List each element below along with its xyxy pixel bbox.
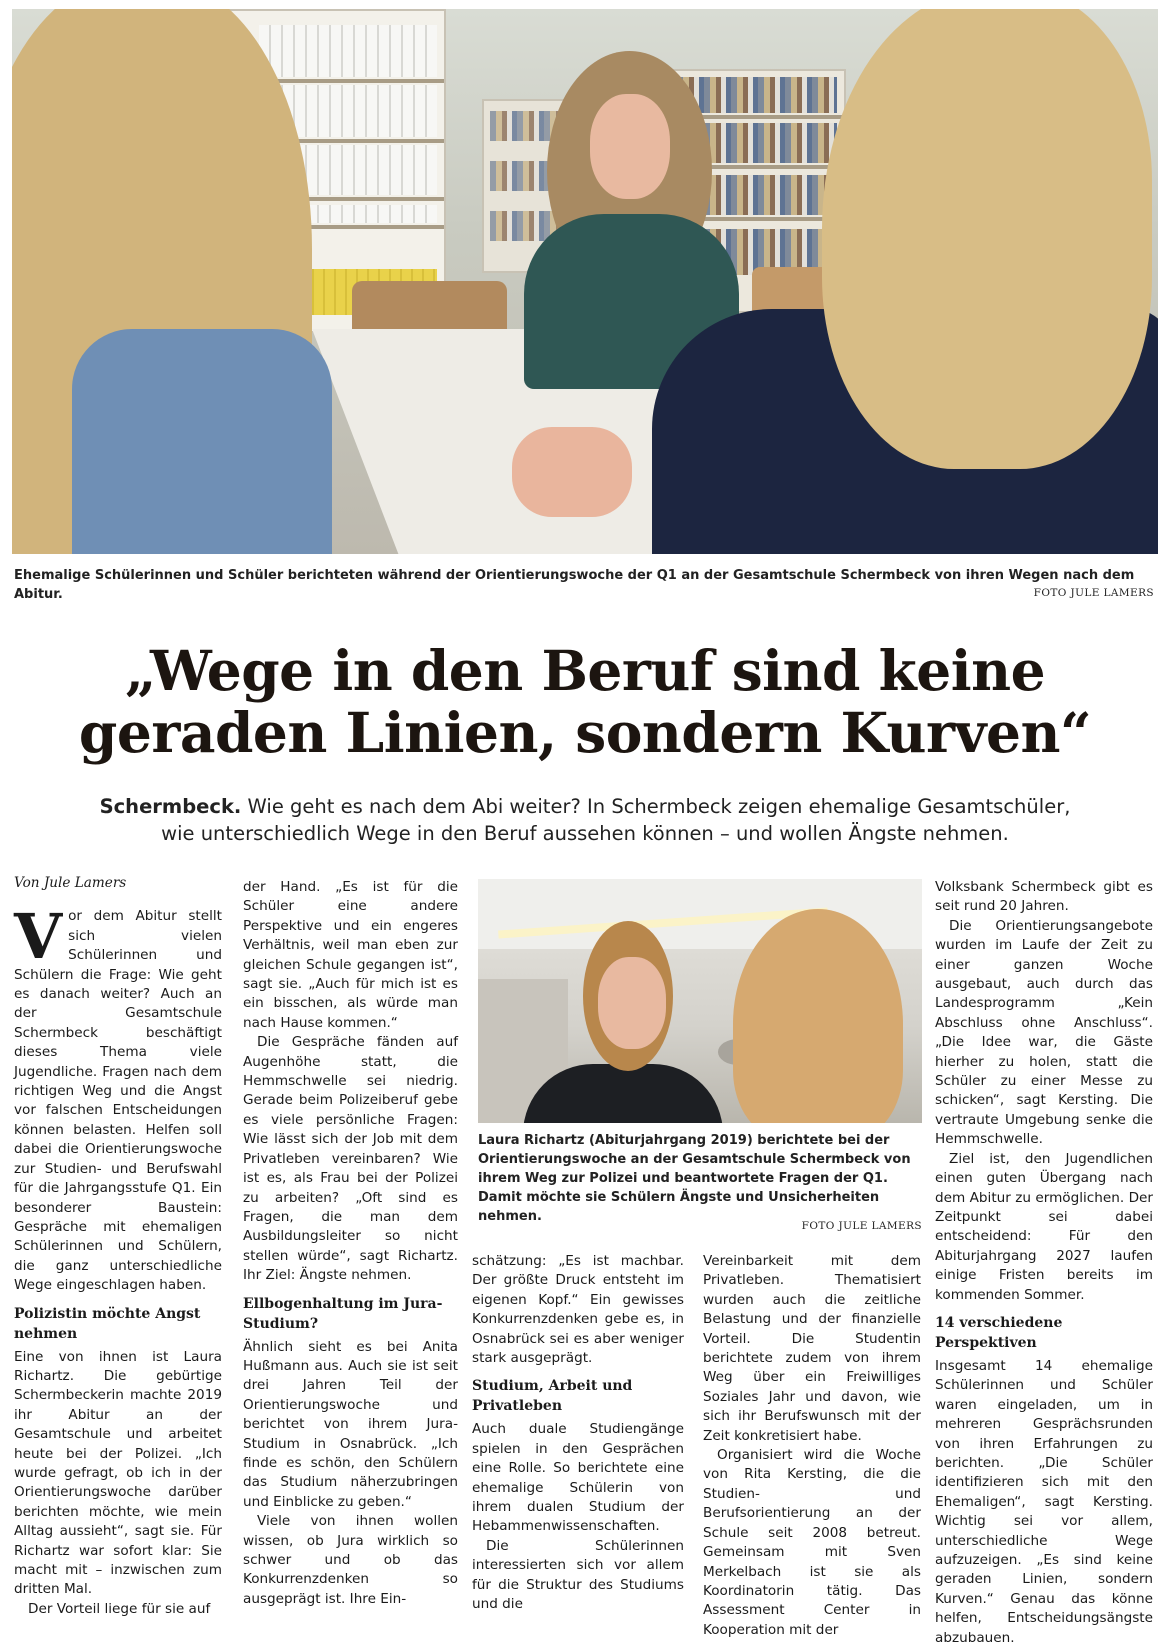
col4-paragraph-1: Vereinbarkeit mit dem Privatleben. Thematisiert wurden auch die zeitliche Belastung und der finanzielle Vorteil. Die Studentin berichtete zudem von ihrem Weg über ein Freiwilliges Soziales Jahr und davon, wie sich ihr Berufswunsch mit der Zeit konkretisiert habe.: [703, 1253, 921, 1444]
col3-paragraph-3: Die Schülerinnen interessierten sich vor allem für die Struktur des Studiums und die: [472, 1537, 684, 1613]
hero-caption: Ehemalige Schülerinnen und Schüler berichteten während der Orientierungswoche der Q1 an der Gesamtschule Schermbeck von ihren Wegen nach dem Abitur.: [14, 568, 1135, 602]
richartz-photo: [478, 879, 922, 1123]
person-center-face: [590, 94, 670, 199]
col2-paragraph-2: Die Gespräche fänden auf Augenhöhe statt, die Hemmschwelle sei niedrig. Gerade beim Polizeiberuf gebe es viele persönliche Fragen: Wie lässt sich der Job mit dem Privatleben vereinbaren? Wie ist es, als Frau bei der Polizei zu arbeiten? „Oft sind es Fragen, die man dem Ausbildungsleiter so nicht stellen würde“, sagt Richartz. Ihr Ziel: Ängste nehmen.: [243, 1034, 458, 1284]
dateline: Schermbeck.: [99, 795, 242, 818]
column-2: [243, 878, 458, 1609]
col2-paragraph-1: der Hand. „Es ist für die Schüler eine andere Perspektive und ein engeres Verhältnis, weil man eben zur gleichen Schule gegangen ist“, sagt sie. „Auch für mich ist es ein bisschen, als würde man nach Hause kommen.“: [243, 879, 458, 1031]
col4-paragraph-2: Organisiert wird die Woche von Rita Kersting, die die Studien- und Berufsorientierung an der Schule seit 2008 betreut. Gemeinsam mit Sven Merkelbach ist sie als Koordinatorin tätig. Das Assessment Center in Kooperation mit der: [703, 1447, 921, 1638]
richartz-photo-credit: FOTO JULE LAMERS: [801, 1220, 922, 1232]
col5-paragraph-3: Ziel ist, den Jugendlichen einen guten Übergang nach dem Abitur zu ermöglichen. Der Zeitpunkt sei dabei entscheidend: Für den Abiturjahrgang 2027 laufen einige Fristen bereits im kommenden Sommer.: [935, 1150, 1153, 1303]
richartz-caption: Laura Richartz (Abiturjahrgang 2019) berichtete bei der Orientierungswoche an der Gesamtschule Schermbeck von ihrem Weg zur Polizei und beantwortete Fragen der Q1. Damit möchte sie Schülern Ängste und Unsicherheiten nehmen.: [478, 1133, 911, 1224]
col3-paragraph-1: schätzung: „Es ist machbar. Der größte Druck entsteht im eigenen Kopf.“ Ein gewisses Konkurrenzdenken gebe es, in Osnabrück sei es aber weniger stark ausgeprägt.: [472, 1253, 684, 1367]
col1-paragraph-2: Eine von ihnen ist Laura Richartz. Die gebürtige Schermbeckerin machte 2019 ihr Abitur an der Gesamtschule und arbeitet heute bei der Polizei. „Ich wurde gefragt, ob ich in der Orientierungswoche darüber berichten möchte, wie mein Alltag aussieht“, sagt sie. Für Richartz war sofort klar: Sie macht mit – inzwischen zum dritten Mal.: [14, 1348, 222, 1598]
hero-photo-credit: FOTO JULE LAMERS: [1033, 587, 1154, 599]
subline-text-1: Wie geht es nach dem Abi weiter? In Schermbeck zeigen ehemalige Gesamtschüler,: [247, 795, 1071, 818]
column-5: [935, 878, 1153, 1648]
col5-paragraph-1: Volksbank Schermbeck gibt es seit rund 20 Jahren.: [935, 879, 1153, 915]
column-3: [472, 1252, 684, 1615]
subheading-polizistin: Polizistin möchte Angst nehmen: [14, 1305, 201, 1342]
headline: [40, 640, 1130, 764]
hero-photo: [12, 9, 1158, 554]
subheading-perspektiven: 14 verschiedene Perspektiven: [935, 1314, 1063, 1351]
byline: Von Jule Lamers: [14, 875, 127, 891]
subheading-studium: Studium, Arbeit und Privatleben: [472, 1378, 633, 1415]
subline-text-2: wie unterschiedlich Wege in den Beruf aussehen können – und wollen Ängste nehmen.: [161, 822, 1009, 845]
dropcap: V: [14, 900, 63, 974]
column-1: [14, 874, 222, 1619]
person-back-hair: [733, 909, 903, 1123]
headline-line-1: „Wege in den Beruf sind keine: [124, 638, 1046, 703]
col3-paragraph-2: Auch duale Studiengänge spielen in den Gesprächen eine Rolle. So berichtete eine ehemalige Schülerin von ihrem dualen Studium der Hebammenwissenschaften.: [472, 1421, 684, 1535]
subheading-ellbogenhaltung: Ellbogenhaltung im Jura-Studium?: [243, 1295, 443, 1332]
col5-paragraph-2: Die Orientierungsangebote wurden im Laufe der Zeit zu einer ganzen Woche ausgebaut, auch durch das Landesprogramm „Kein Abschluss ohne Anschluss“. „Die Idee war, die Gäste hierher zu holen, statt die Schüler zu einer Messe zu schicken“, sagt Kersting. Die vertraute Umgebung senke die Hemmschwelle.: [935, 917, 1153, 1148]
column-4: [703, 1252, 921, 1640]
col1-paragraph-1: or dem Abitur stellt sich vielen Schülerinnen und Schülern die Frage: Wie geht es danach weiter? Auch an der Gesamtschule Schermbeck beschäftigt dieses Thema viele Jugendliche. Fragen nach dem richtigen Weg und die Angst vor falschen Entscheidungen können belasten. Helfen soll dabei die Orientierungswoche zur Studien- und Berufswahl für die Jahrgangsstufe Q1. Ein besonderer Baustein: Gespräche mit ehemaligen Schülerinnen und Schülern, die ganz unterschiedliche Wege eingeschlagen haben.: [14, 908, 222, 1294]
headline-line-2: geraden Linien, sondern Kurven“: [78, 700, 1092, 765]
subline: [40, 793, 1130, 847]
col1-paragraph-3: Der Vorteil liege für sie auf: [28, 1600, 211, 1617]
col2-paragraph-4: Viele von ihnen wollen wissen, ob Jura wirklich so schwer und ob das Konkurrenzdenken so ausgeprägt ist. Ihre Ein-: [243, 1513, 458, 1607]
hands: [512, 427, 632, 517]
person-right-hair: [822, 9, 1152, 469]
col5-paragraph-4: Insgesamt 14 ehemalige Schülerinnen und Schüler waren eingeladen, um in mehreren Gesprächsrunden von ihren Erfahrungen zu berichten. „Die Schüler identifizieren sich mit den Ehemaligen“, sagt Kersting. Wichtig sei vor allem, unterschiedliche Wege aufzuzeigen. „Es sind keine geraden Linien, sondern Kurven.“ Genau das könne helfen, Entscheidungsängste abzubauen.: [935, 1357, 1153, 1646]
person-laura-face: [598, 957, 666, 1049]
col2-paragraph-3: Ähnlich sieht es bei Anita Hußmann aus. Auch sie ist seit drei Jahren Teil der Orientierungswoche und berichtet von ihrem Jura-Studium in Osnabrück. „Ich finde es schön, den Schülern das Studium näherzubringen und Einblicke zu geben.“: [243, 1338, 458, 1510]
person-left-jacket: [72, 329, 332, 554]
